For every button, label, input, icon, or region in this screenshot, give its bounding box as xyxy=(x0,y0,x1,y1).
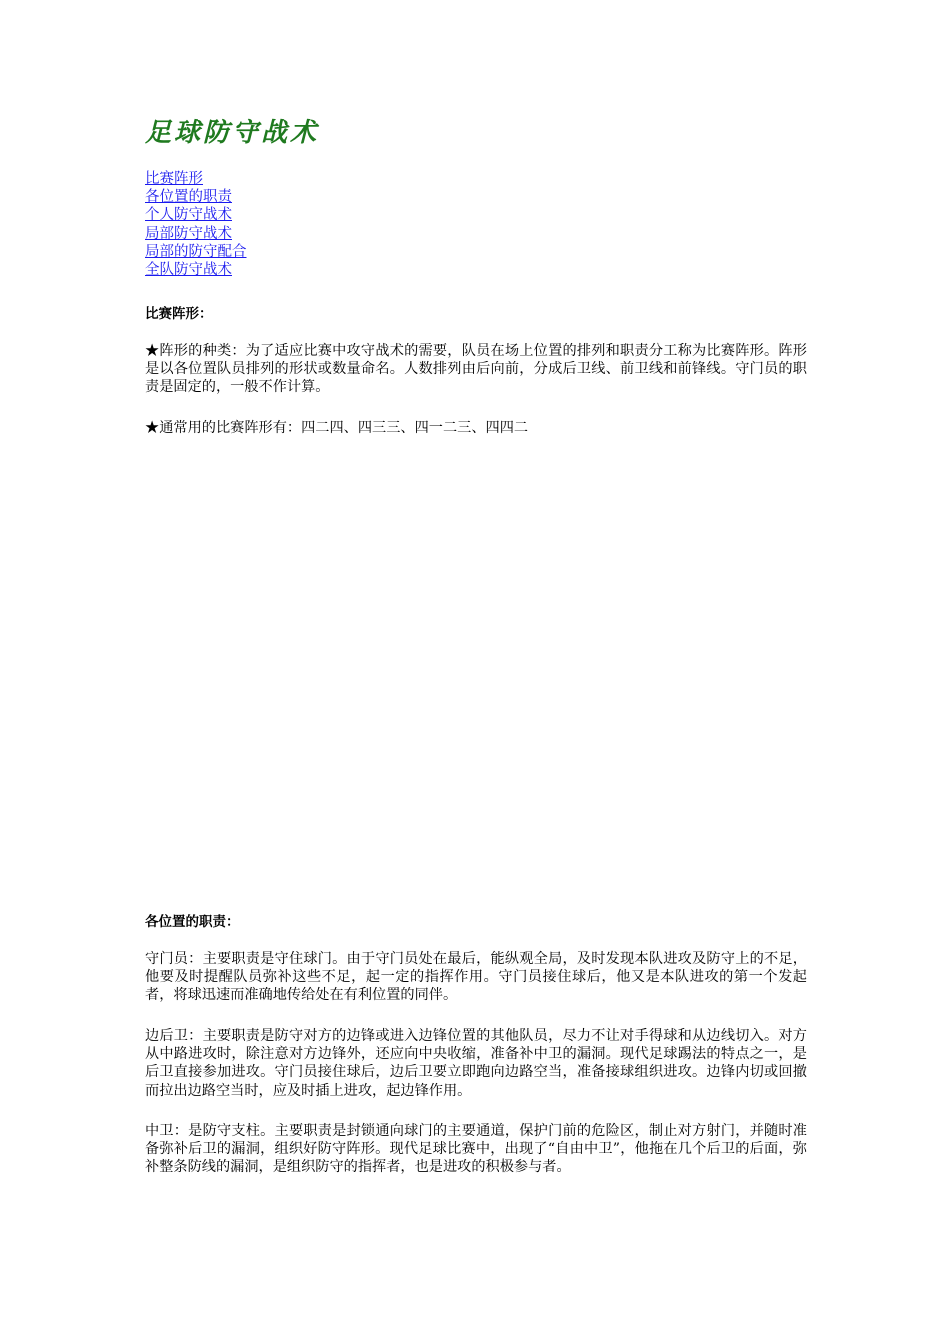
page-title: 足球防守战术 xyxy=(145,118,320,148)
toc-link-position-duties[interactable]: 各位置的职责 xyxy=(145,189,232,206)
paragraph-goalkeeper: 守门员：主要职责是守住球门。由于守门员处在最后，能纵观全局，及时发现本队进攻及防守上的不足，他要及时提醒队员弥补这些不足，起一定的指挥作用。守门员接住球后，他又是本队进攻的第一个发起者，将球迅速而准确地传给处在有利位置的同伴。 xyxy=(145,951,807,1004)
section-heading-formation: 比赛阵形： xyxy=(145,306,213,322)
paragraph-formation-types: ★阵形的种类：为了适应比赛中攻守战术的需要，队员在场上位置的排列和职责分工称为比赛阵形。阵形是以各位置队员排列的形状或数量命名。人数排列由后向前，分成后卫线、前卫线和前锋线。守门员的职责是固定的，一般不作计算。 xyxy=(145,343,807,396)
paragraph-common-formations: ★通常用的比赛阵形有：四二四、四三三、四一二三、四四二 xyxy=(145,420,529,436)
paragraph-fullback: 边后卫：主要职责是防守对方的边锋或进入边锋位置的其他队员，尽力不让对手得球和从边线切入。对方从中路进攻时，除注意对方边锋外，还应向中央收缩，准备补中卫的漏洞。现代足球踢法的特点之一，是后卫直接参加进攻。守门员接住球后，边后卫要立即跑向边路空当，准备接球组织进攻。边锋内切或回撤而拉出边路空当时，应及时插上进攻，起边锋作用。 xyxy=(145,1028,807,1099)
paragraph-centreback: 中卫：是防守支柱。主要职责是封锁通向球门的主要通道，保护门前的危险区，制止对方射门，并随时准备弥补后卫的漏洞，组织好防守阵形。现代足球比赛中，出现了“自由中卫”，他拖在几个后卫的后面，弥补整条防线的漏洞，是组织防守的指挥者，也是进攻的积极参与者。 xyxy=(145,1123,807,1176)
table-of-contents xyxy=(145,170,247,279)
toc-link-local-defense[interactable]: 局部防守战术 xyxy=(145,225,232,242)
toc-link-team-defense[interactable]: 全队防守战术 xyxy=(145,262,232,279)
toc-link-individual-defense[interactable]: 个人防守战术 xyxy=(145,207,232,224)
section-heading-position-duties: 各位置的职责： xyxy=(145,914,240,930)
toc-link-local-cooperation[interactable]: 局部的防守配合 xyxy=(145,243,247,260)
toc-link-formation[interactable]: 比赛阵形 xyxy=(145,171,203,187)
